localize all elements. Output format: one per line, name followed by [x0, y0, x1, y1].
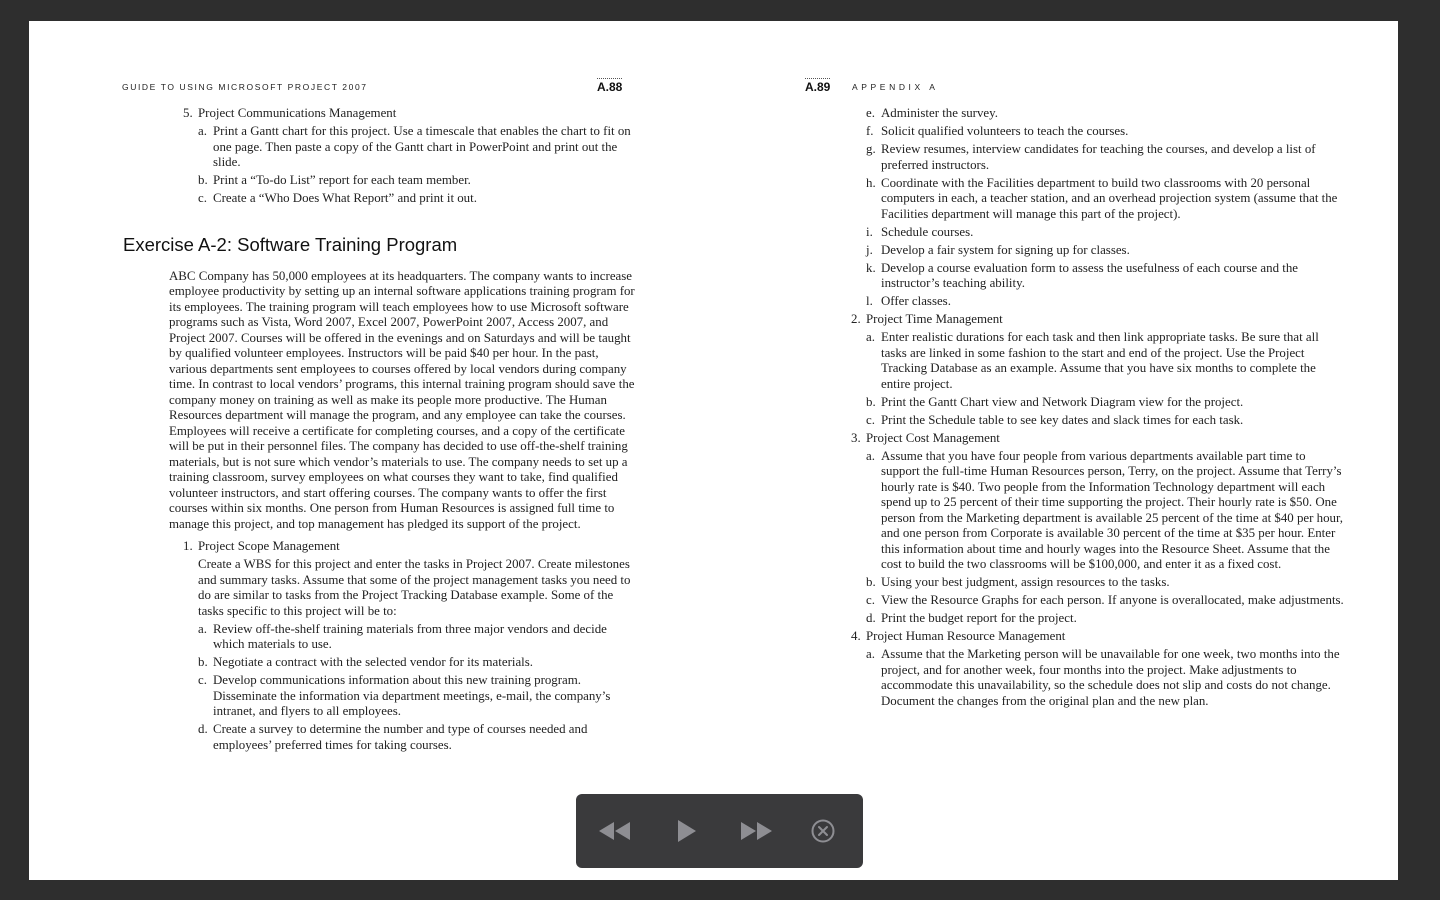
list-item — [198, 673, 637, 720]
page-number-right: A.89 — [805, 80, 831, 94]
list-item — [866, 611, 1347, 627]
list-item — [866, 124, 1347, 140]
section-1-paragraph: Create a WBS for this project and enter the tasks in Project 2007. Create milestones and summary tasks. Assume that some of the project management tasks you need to do are similar to tasks from the Project Tracking Database example. Some of the tasks specific to this project will be to: — [198, 557, 631, 618]
list-label: d. — [198, 722, 208, 736]
intro-paragraph: ABC Company has 50,000 employees at its headquarters. The company wants to increase employee productivity by setting up an internal software applications training program for its employees. The training program will teach employees how to use Microsoft software programs such as Vista, Word 2007, Excel 2007, PowerPoint 2007, Access 2007, and Project 2007. Courses will be offered in the evenings and on Saturdays and will be taught by qualified volunteer employees. Instructors will be paid $40 per hour. In the past, various departments sent employees to courses offered by local vendors during company time. In contrast to local vendors’ programs, this internal training program should save the company money on training as well as make its people more productive. The Human Resources department will manage the program, and any employee can take the courses. Employees will receive a certificate for completing courses, and a copy of the certificate will be put in their personnel files. The company has decided to use off-the-shelf training materials, but is not sure which vendor’s materials to use. The company needs to set up a training classroom, survey employees on what courses they want to take, find qualified volunteer instructors, and start offering courses. The company wants to offer the first courses within six months. One person from Human Resources is assigned full time to manage this project, and top management has pledged its support of the project. — [169, 268, 635, 531]
left-page — [29, 21, 713, 880]
list-item — [198, 191, 637, 207]
list-text: Develop communications information about this new training program. Disseminate the information via department meetings, e-mail, the company’s intranet, and flyers to all employees. — [213, 673, 611, 718]
close-circle-icon — [810, 818, 836, 844]
section-1-heading — [183, 539, 637, 555]
list-label: i. — [866, 224, 873, 239]
section-5-heading — [183, 106, 637, 122]
section-title: Project Scope Management — [198, 539, 340, 553]
play-button[interactable] — [666, 813, 706, 849]
list-item — [866, 225, 1347, 241]
list-item — [866, 176, 1347, 223]
list-label: 2. — [851, 312, 861, 326]
list-label: 5. — [183, 106, 193, 120]
list-label: g. — [866, 142, 876, 156]
list-label: 4. — [851, 629, 861, 643]
list-text: Using your best judgment, assign resources to the tasks. — [881, 575, 1170, 589]
running-head-left: GUIDE TO USING MICROSOFT PROJECT 2007 — [122, 82, 368, 92]
list-text: Create a “Who Does What Report” and print it out. — [213, 191, 477, 205]
playback-controls — [576, 794, 863, 868]
list-label: b. — [198, 173, 208, 187]
list-label: b. — [866, 575, 876, 589]
list-text: Print a Gantt chart for this project. Use a timescale that enables the chart to fit on one page. Then paste a copy of the Gantt chart in PowerPoint and print out the slide. — [213, 124, 631, 169]
list-item — [866, 261, 1347, 292]
list-text: Assume that the Marketing person will be unavailable for one week, two months into the project, and for another week, four months into the project. Make adjustments to accommodate this unavailability, so the schedule does not slip and costs do not change. Document the changes from the original plan and the new plan. — [881, 647, 1340, 708]
list-text: Schedule courses. — [881, 224, 974, 239]
list-text: Print the Schedule table to see key dates and slack times for each task. — [881, 412, 1244, 427]
list-item — [866, 106, 1347, 122]
list-text: Negotiate a contract with the selected vendor for its materials. — [213, 655, 533, 669]
rewind-icon — [597, 820, 633, 842]
right-page-content — [807, 106, 1347, 712]
play-icon — [675, 819, 697, 843]
list-text: Print a “To-do List” report for each team member. — [213, 173, 471, 187]
list-label: a. — [198, 124, 207, 138]
list-text: Solicit qualified volunteers to teach the courses. — [881, 124, 1129, 138]
list-text: Enter realistic durations for each task and then link appropriate tasks. Be sure that all tasks are linked in some fashion to the start and end of the project. Use the Project Tracking Database as an example. Assume that you have six months to complete the entire project. — [881, 330, 1319, 391]
list-text: Create a survey to determine the number and type of courses needed and employees’ preferred times for taking courses. — [213, 722, 588, 752]
list-label: c. — [198, 191, 207, 205]
list-text: Assume that you have four people from various departments available part time to support the full-time Human Resources person, Terry, on the project. Assume that Terry’s hourly rate is $40. Two people from the Information Technology department will each spend up to 25 percent of their time supporting the project. Their hourly rate is $50. One person from the Marketing department is available 25 percent of the time at $40 per hour, and one person from Corporate is available 30 percent of the time at $35 per hour. Enter this information about time and hourly wages into the Resource Sheet. Assume that the cost to build the two classrooms will be $100,000, and enter it as a fixed cost. — [881, 448, 1343, 571]
list-label: a. — [866, 647, 875, 661]
fast-forward-button[interactable] — [736, 813, 776, 849]
section-4-heading — [851, 629, 1347, 645]
list-label: f. — [866, 124, 874, 138]
list-item — [198, 124, 637, 171]
list-text: Review off-the-shelf training materials from three major vendors and decide which materials to use. — [213, 621, 607, 651]
list-text: Develop a course evaluation form to assess the usefulness of each course and the instructor’s teaching ability. — [881, 260, 1299, 290]
list-text: Develop a fair system for signing up for classes. — [881, 242, 1130, 257]
list-item — [198, 173, 637, 189]
list-item — [866, 142, 1347, 173]
list-text: Coordinate with the Facilities department to build two classrooms with 20 personal computers in each, a teacher station, and an overhead projection system (assume that the Facilities department will manage this part of the project). — [881, 175, 1338, 221]
section-title: Project Cost Management — [866, 430, 1000, 445]
section-title: Project Human Resource Management — [866, 629, 1066, 643]
book-spread — [29, 21, 1398, 880]
list-text: View the Resource Graphs for each person. If anyone is overallocated, make adjustments. — [881, 593, 1344, 607]
list-label: 1. — [183, 539, 193, 553]
list-label: h. — [866, 175, 876, 190]
list-label: a. — [866, 330, 875, 344]
list-item — [198, 722, 637, 753]
list-text: Review resumes, interview candidates for teaching the courses, and develop a list of preferred instructors. — [881, 142, 1316, 172]
list-item — [198, 655, 637, 671]
list-item — [866, 395, 1347, 411]
list-item — [866, 449, 1347, 573]
list-item — [866, 413, 1347, 429]
list-item — [198, 622, 637, 653]
list-label: 3. — [851, 430, 861, 445]
page-number-left: A.88 — [597, 80, 623, 94]
list-label: c. — [866, 593, 875, 607]
list-item — [866, 294, 1347, 310]
list-text: Print the Gantt Chart view and Network Diagram view for the project. — [881, 394, 1244, 409]
list-text: Offer classes. — [881, 294, 951, 308]
list-label: a. — [866, 448, 875, 463]
section-title: Project Time Management — [866, 312, 1003, 326]
list-label: d. — [866, 611, 876, 625]
section-2-heading — [851, 312, 1347, 328]
list-label: e. — [866, 106, 875, 120]
fast-forward-icon — [738, 820, 774, 842]
list-label: b. — [198, 655, 208, 669]
list-label: a. — [198, 621, 207, 636]
list-text: Print the budget report for the project. — [881, 611, 1077, 625]
exercise-title: Exercise A-2: Software Training Program — [123, 233, 458, 255]
list-item — [866, 647, 1347, 709]
right-page — [713, 21, 1398, 880]
list-item — [866, 330, 1347, 392]
list-label: c. — [866, 412, 875, 427]
list-item — [866, 593, 1347, 609]
list-item — [866, 243, 1347, 259]
list-item — [866, 575, 1347, 591]
running-head-right: APPENDIX A — [852, 82, 939, 92]
list-label: j. — [866, 242, 873, 257]
list-text: Administer the survey. — [881, 106, 998, 120]
rewind-button[interactable] — [595, 813, 635, 849]
list-label: b. — [866, 394, 876, 409]
section-3-heading — [851, 431, 1347, 447]
close-button[interactable] — [803, 813, 843, 849]
list-label: c. — [198, 673, 207, 687]
list-label: k. — [866, 260, 876, 275]
left-page-content — [123, 106, 637, 756]
section-title: Project Communications Management — [198, 106, 397, 120]
list-label: l. — [866, 294, 873, 308]
